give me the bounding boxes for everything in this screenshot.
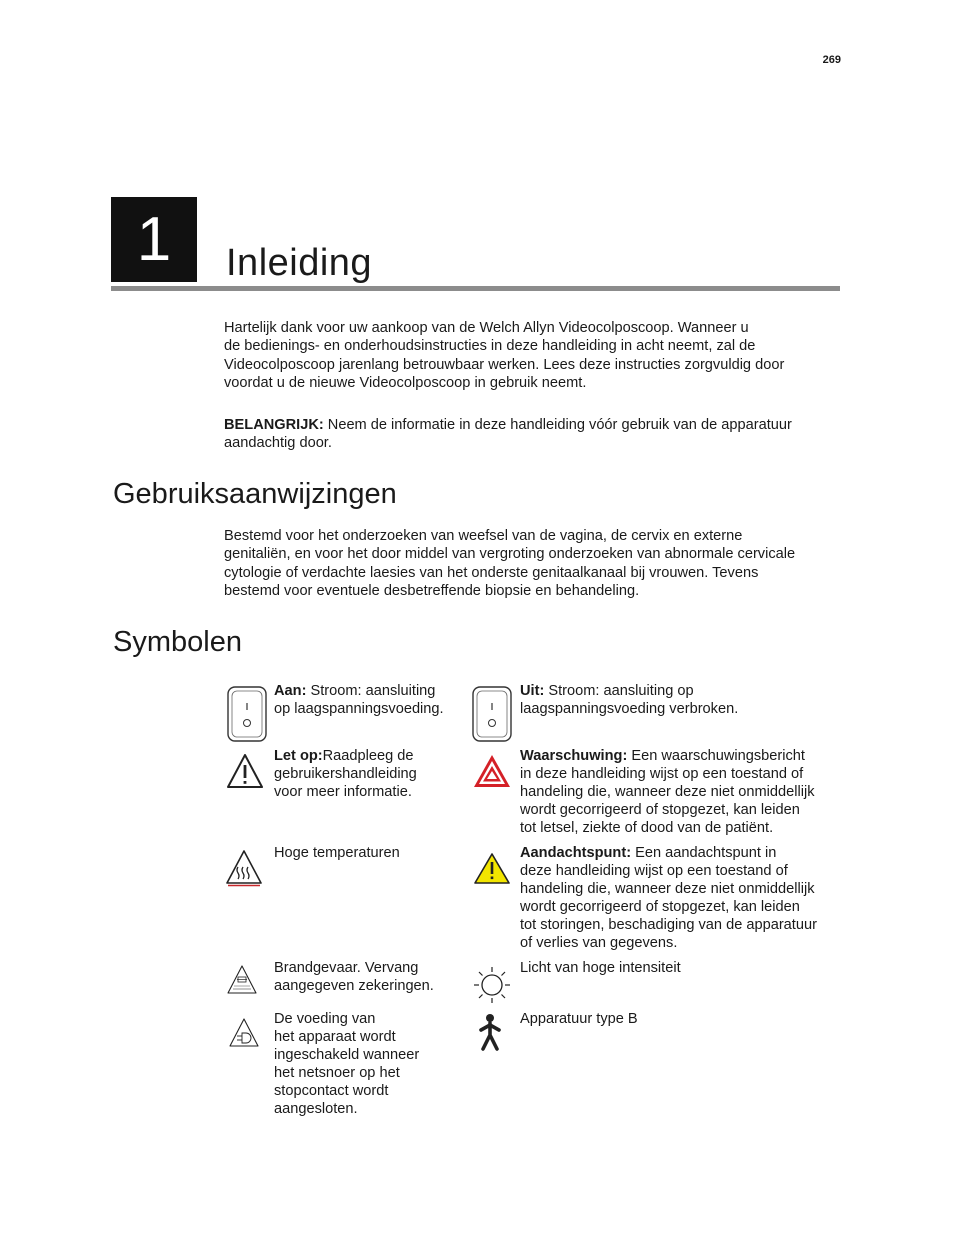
symbol-desc: Licht van hoge intensiteit <box>520 960 681 976</box>
important-label: BELANGRIJK: <box>224 417 324 433</box>
symbol-desc: wordt gecorrigeerd of stopgezet, kan leiden <box>520 899 800 916</box>
symbol-desc: het netsnoer op het <box>274 1065 400 1082</box>
symbol-desc: op laagspanningsvoeding. <box>274 701 444 718</box>
symbol-desc: Een waarschuwingsbericht <box>627 748 805 764</box>
page-number: 269 <box>822 54 841 66</box>
warning-triangle-icon <box>472 753 516 809</box>
symbol-label: Uit: <box>520 683 545 699</box>
symbol-warning-text <box>520 747 815 837</box>
symbol-desc: gebruikershandleiding <box>274 766 417 783</box>
symbol-caution-text <box>274 747 417 801</box>
symbol-off-text <box>520 682 738 718</box>
symbol-desc: in deze handleiding wijst op een toestand of <box>520 766 804 783</box>
attention-triangle-icon <box>472 852 516 908</box>
symbol-desc: tot letsel, ziekte of dood van de patiënt. <box>520 820 774 837</box>
intro-line: Hartelijk dank voor uw aankoop van de Welch Allyn Videocolposcoop. Wanneer u <box>224 320 749 336</box>
symbol-desc: handeling die, wanneer deze niet onmiddellijk <box>520 784 815 801</box>
symbol-desc: stopcontact wordt <box>274 1083 389 1100</box>
power-off-switch-icon <box>470 684 514 740</box>
symbol-light-text <box>520 959 681 977</box>
chapter-number: 1 <box>111 197 197 282</box>
symbols-heading: Symbolen <box>113 626 242 658</box>
usage-paragraph <box>224 527 840 601</box>
symbol-desc: voor meer informatie. <box>274 784 412 801</box>
intro-paragraph <box>224 319 840 393</box>
intro-line: de bedienings- en onderhoudsinstructies in deze handleiding in acht neemt, zal de <box>224 338 756 355</box>
chapter-rule <box>111 286 840 291</box>
type-b-equipment-icon <box>476 1013 520 1069</box>
fire-hazard-fuse-icon <box>226 964 270 1020</box>
hot-surface-icon <box>224 848 268 904</box>
symbol-desc: tot storingen, beschadiging van de apparatuur <box>520 917 817 934</box>
symbol-desc: Een aandachtspunt in <box>631 845 777 861</box>
usage-line: genitaliën, en voor het door middel van vergroting onderzoeken van abnormale cervicale <box>224 546 796 563</box>
symbol-desc: laagspanningsvoeding verbroken. <box>520 701 739 718</box>
intro-line: Videocolposcoop jarenlang betrouwbaar werken. Lees deze instructies zorgvuldig door <box>224 356 785 373</box>
symbol-desc: aangegeven zekeringen. <box>274 978 434 995</box>
symbol-desc: De voeding van <box>274 1011 376 1027</box>
symbol-desc: of verlies van gegevens. <box>520 935 678 952</box>
usage-heading: Gebruiksaanwijzingen <box>113 478 397 510</box>
symbol-desc: het apparaat wordt <box>274 1029 396 1046</box>
intro-line: voordat u de nieuwe Videocolposcoop in gebruik neemt. <box>224 375 587 392</box>
symbol-desc: Hoge temperaturen <box>274 845 400 861</box>
symbol-label: Aan: <box>274 683 307 699</box>
symbol-attention-text <box>520 844 817 953</box>
important-note <box>224 416 840 453</box>
symbol-desc: Stroom: aansluiting <box>306 683 436 699</box>
symbol-desc: aangesloten. <box>274 1101 358 1118</box>
symbol-desc: Raadpleeg de <box>322 748 414 764</box>
symbol-fire-text <box>274 959 434 995</box>
symbol-desc: deze handleiding wijst op een toestand of <box>520 863 788 880</box>
usage-line: Bestemd voor het onderzoeken van weefsel van de vagina, de cervix en externe <box>224 528 743 544</box>
symbol-mains-text <box>274 1010 419 1119</box>
symbol-label: Aandachtspunt: <box>520 845 632 861</box>
symbol-desc: Stroom: aansluiting op <box>544 683 694 699</box>
symbol-hot-text <box>274 844 400 862</box>
symbol-desc: wordt gecorrigeerd of stopgezet, kan leiden <box>520 802 800 819</box>
symbol-on-text <box>274 682 444 718</box>
caution-triangle-icon <box>225 752 269 808</box>
important-text: aandachtig door. <box>224 435 332 452</box>
power-on-switch-icon <box>225 684 269 740</box>
symbol-desc: Brandgevaar. Vervang <box>274 960 419 976</box>
usage-line: bestemd voor eventuele desbetreffende biopsie en behandeling. <box>224 583 640 600</box>
symbol-typeb-text <box>520 1010 638 1028</box>
symbol-desc: Apparatuur type B <box>520 1011 638 1027</box>
usage-line: cytologie of verdachte laesies van het onderste genitaalkanaal bij vrouwen. Tevens <box>224 564 759 581</box>
symbol-desc: ingeschakeld wanneer <box>274 1047 420 1064</box>
symbol-label: Let op: <box>274 748 323 764</box>
symbol-desc: handeling die, wanneer deze niet onmiddellijk <box>520 881 815 898</box>
symbol-label: Waarschuwing: <box>520 748 628 764</box>
chapter-title: Inleiding <box>226 242 373 284</box>
important-text: Neem de informatie in deze handleiding vóór gebruik van de apparatuur <box>323 417 792 433</box>
mains-power-icon <box>228 1017 272 1073</box>
